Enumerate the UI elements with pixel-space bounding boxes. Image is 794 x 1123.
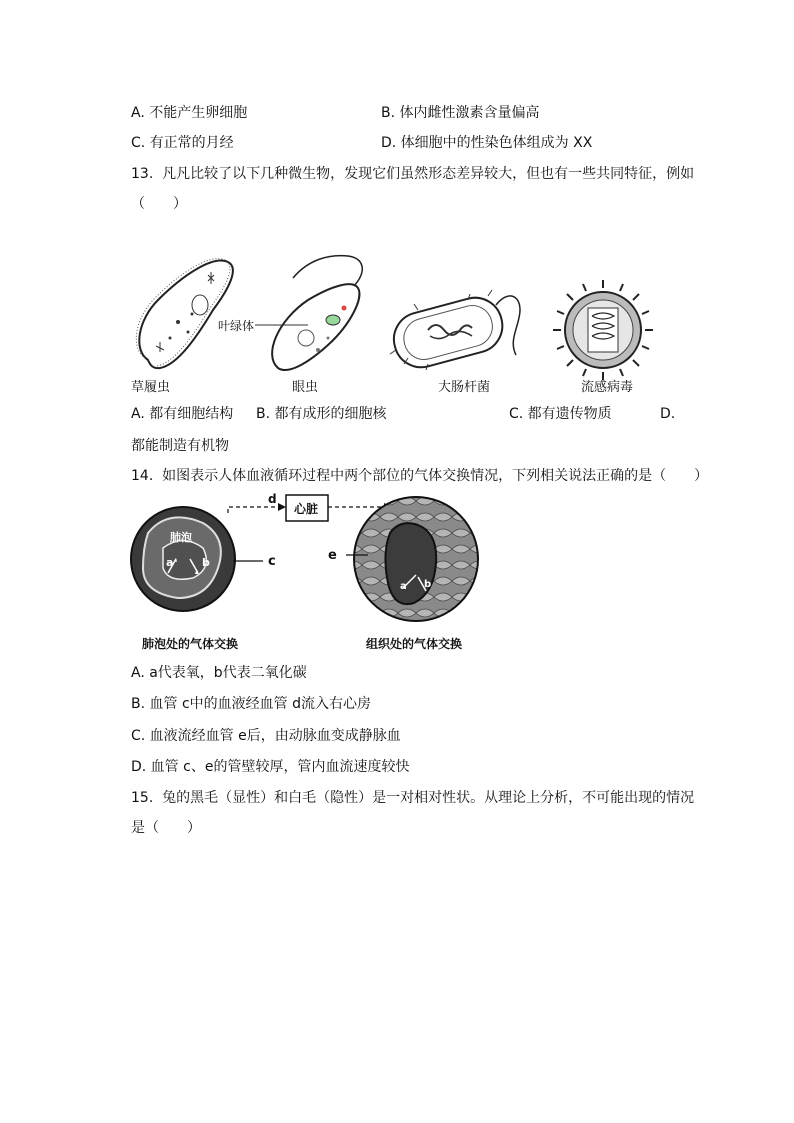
caption-euglena: 眼虫 [292,380,319,395]
label-a-left: a [166,556,174,569]
q12-option-a: A. 不能产生卵细胞 [131,105,248,121]
q15-stem [131,788,694,808]
q13-option-c: C. 都有遗传物质 [509,406,612,422]
q14-gas-exchange-figure [128,493,488,658]
label-e: e [328,548,337,563]
q12-option-c: C. 有正常的月经 [131,135,234,151]
q13-option-d-prefix: D. [660,406,676,422]
question-number: 13. [131,166,154,182]
heart-label: 心脏 [294,502,319,516]
question-text: 凡凡比较了以下几种微生物，发现它们虽然形态差异较大，但也有一些共同特征，例如 [162,166,695,182]
q13-option-a: A. 都有细胞结构 [131,406,234,422]
question-number: 15. [131,790,154,806]
euglena-drawing [255,256,362,370]
q14-option-b: B. 血管 c中的血液经血管 d流入右心房 [131,696,371,712]
q12-option-d: D. 体细胞中的性染色体组成为 XX [381,135,593,151]
q14-option-d: D. 血管 c、e的管壁较厚，管内血流速度较快 [131,759,410,775]
question-text: 兔的黑毛（显性）和白毛（隐性）是一对相对性状。从理论上分析，不可能出现的情况 [162,790,695,806]
influenza-virus-drawing [553,280,653,380]
gas-exchange-illustration [128,493,488,658]
q14-option-a: A. a代表氧，b代表二氧化碳 [131,665,307,681]
paramecium-drawing [136,259,233,369]
label-b-left: b [202,556,210,569]
question-text: 如图表示人体血液循环过程中两个部位的气体交换情况，下列相关说法正确的是（ ） [162,468,709,484]
chloroplast-label: 叶绿体 [218,319,255,333]
q13-option-d-text: 都能制造有机物 [131,438,229,454]
caption-tissue-exchange: 组织处的气体交换 [366,637,463,651]
q14-option-c: C. 血液流经血管 e后，由动脉血变成静脉血 [131,728,401,744]
q13-option-b: B. 都有成形的细胞核 [256,406,387,422]
q14-stem [131,466,708,486]
label-a-right: a [400,581,407,592]
label-b-right: b [424,579,432,590]
caption-paramecium: 草履虫 [131,380,171,395]
q12-option-b: B. 体内雌性激素含量偏高 [381,105,540,121]
alveolus-label: 肺泡 [170,531,192,544]
caption-lung-exchange: 肺泡处的气体交换 [142,637,239,651]
question-number: 14. [131,468,154,484]
q15-stem-continued: 是（ ） [131,820,201,836]
caption-ecoli: 大肠杆菌 [438,380,491,395]
q13-blank: （ ） [131,196,187,212]
alveolus-circle [131,507,235,611]
tissue-circle [354,497,478,621]
label-c: c [268,554,276,569]
q13-stem [131,164,694,184]
label-d: d [268,493,277,506]
caption-influenza-virus: 流感病毒 [581,380,634,395]
ecoli-drawing [388,290,520,373]
